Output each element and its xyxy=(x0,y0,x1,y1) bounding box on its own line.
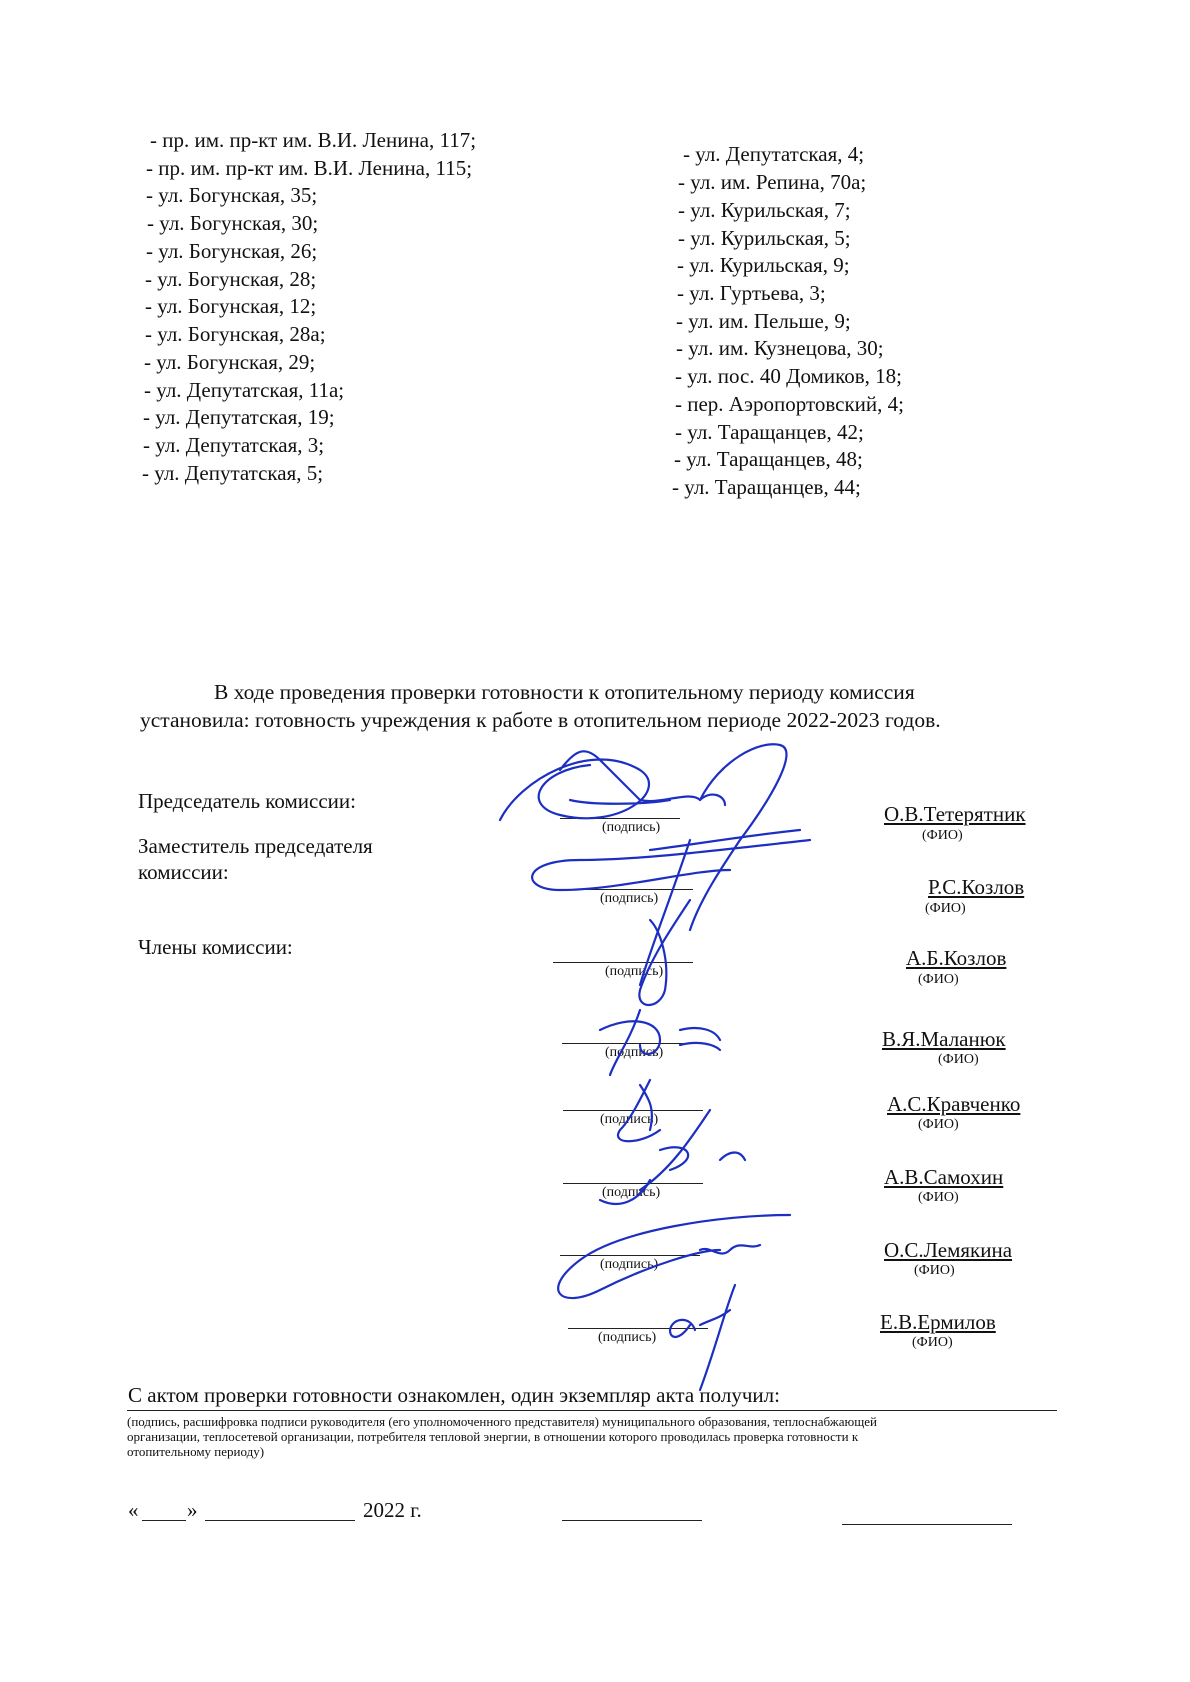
address-item: - ул. им. Кузнецова, 30; xyxy=(676,336,884,360)
address-item: - ул. Депутатская, 4; xyxy=(683,142,865,166)
address-item: - пр. им. пр-кт им. В.И. Ленина, 115; xyxy=(146,156,473,180)
signature-2 xyxy=(532,840,810,985)
signatory-name: О.В.Тетерятник xyxy=(884,802,1026,826)
footnote-line-2: организации, теплосетевой организации, потребителя тепловой энергии, в отношении которого проводилась проверка готовности к xyxy=(127,1429,859,1444)
address-item: - ул. Депутатская, 11а; xyxy=(144,378,345,402)
signature-caption: (подпись) xyxy=(602,820,661,835)
fio-caption: (ФИО) xyxy=(918,1117,959,1132)
signature-3 xyxy=(639,900,690,1005)
date-close-quote: » xyxy=(187,1498,198,1522)
address-item: - ул. Курильская, 7; xyxy=(678,198,851,222)
fio-caption: (ФИО) xyxy=(918,1190,959,1205)
signature-caption: (подпись) xyxy=(602,1185,661,1200)
fio-caption: (ФИО) xyxy=(925,901,966,916)
address-item: - ул. Депутатская, 19; xyxy=(143,405,335,429)
footnote-line-1: (подпись, расшифровка подписи руководителя (его уполномоченного представителя) муниципального образования, теплоснабжающей xyxy=(127,1414,877,1429)
signature-caption: (подпись) xyxy=(600,891,659,906)
date-year: 2022 г. xyxy=(363,1498,422,1522)
signatory-name: Е.В.Ермилов xyxy=(880,1310,996,1334)
fio-caption: (ФИО) xyxy=(918,972,959,987)
date-month-blank xyxy=(205,1520,355,1521)
address-item: - ул. Богунская, 29; xyxy=(144,350,316,374)
fio-caption: (ФИО) xyxy=(922,828,963,843)
address-item: - ул. Богунская, 12; xyxy=(145,294,317,318)
date-name-blank xyxy=(842,1524,1012,1525)
signature-caption: (подпись) xyxy=(598,1330,657,1345)
chairman-label: Председатель комиссии: xyxy=(138,789,356,813)
signature-caption: (подпись) xyxy=(600,1257,659,1272)
signatory-name: Р.С.Козлов xyxy=(928,875,1025,899)
signatory-name: В.Я.Маланюк xyxy=(882,1027,1006,1051)
acknowledgement-line xyxy=(127,1410,1057,1411)
address-item: - ул. Богунская, 35; xyxy=(146,183,318,207)
signature-caption: (подпись) xyxy=(605,964,664,979)
address-item: - ул. им. Репина, 70а; xyxy=(678,170,867,194)
address-item: - ул. Богунская, 30; xyxy=(147,211,319,235)
fio-caption: (ФИО) xyxy=(914,1263,955,1278)
signature-8 xyxy=(670,1285,735,1390)
address-item: - ул. Курильская, 9; xyxy=(677,253,850,277)
deputy-label-line-2: комиссии: xyxy=(138,860,229,884)
date-day-blank xyxy=(142,1520,186,1521)
signatory-name: А.В.Самохин xyxy=(884,1165,1004,1189)
date-signature-blank xyxy=(562,1520,702,1521)
members-label: Члены комиссии: xyxy=(138,935,293,959)
address-item: - ул. Таращанцев, 42; xyxy=(675,420,864,444)
address-item: - ул. Депутатская, 3; xyxy=(143,433,325,457)
address-item: - ул. им. Пельше, 9; xyxy=(676,309,851,333)
address-item: - ул. Таращанцев, 44; xyxy=(672,475,861,499)
fio-caption: (ФИО) xyxy=(938,1052,979,1067)
address-item: - ул. Богунская, 28а; xyxy=(145,322,326,346)
address-item: - ул. Богунская, 26; xyxy=(146,239,318,263)
signature-caption: (подпись) xyxy=(605,1045,664,1060)
signatory-name: А.Б.Козлов xyxy=(906,946,1007,970)
signature-caption: (подпись) xyxy=(600,1112,659,1127)
signature-7 xyxy=(558,1215,790,1298)
address-item: - ул. пос. 40 Домиков, 18; xyxy=(675,364,902,388)
address-item: - пр. им. пр-кт им. В.И. Ленина, 117; xyxy=(150,128,477,152)
fio-caption: (ФИО) xyxy=(912,1335,953,1350)
address-item: - ул. Таращанцев, 48; xyxy=(674,447,863,471)
acknowledgement-text: С актом проверки готовности ознакомлен, один экземпляр акта получил: xyxy=(128,1383,780,1407)
conclusion-line-2: установила: готовность учреждения к работе в отопительном периоде 2022-2023 годов. xyxy=(140,708,941,732)
address-item: - ул. Гуртьева, 3; xyxy=(677,281,826,305)
address-item: - пер. Аэропортовский, 4; xyxy=(675,392,904,416)
date-open-quote: « xyxy=(128,1498,139,1522)
address-item: - ул. Депутатская, 5; xyxy=(142,461,324,485)
address-item: - ул. Богунская, 28; xyxy=(145,267,317,291)
signatory-name: А.С.Кравченко xyxy=(887,1092,1021,1116)
deputy-label-line-1: Заместитель председателя xyxy=(138,834,373,858)
signatory-name: О.С.Лемякина xyxy=(884,1238,1013,1262)
footnote-line-3: отопительному периоду) xyxy=(127,1444,265,1459)
address-item: - ул. Курильская, 5; xyxy=(678,226,851,250)
conclusion-line-1: В ходе проведения проверки готовности к отопительному периоду комиссия xyxy=(214,680,915,704)
